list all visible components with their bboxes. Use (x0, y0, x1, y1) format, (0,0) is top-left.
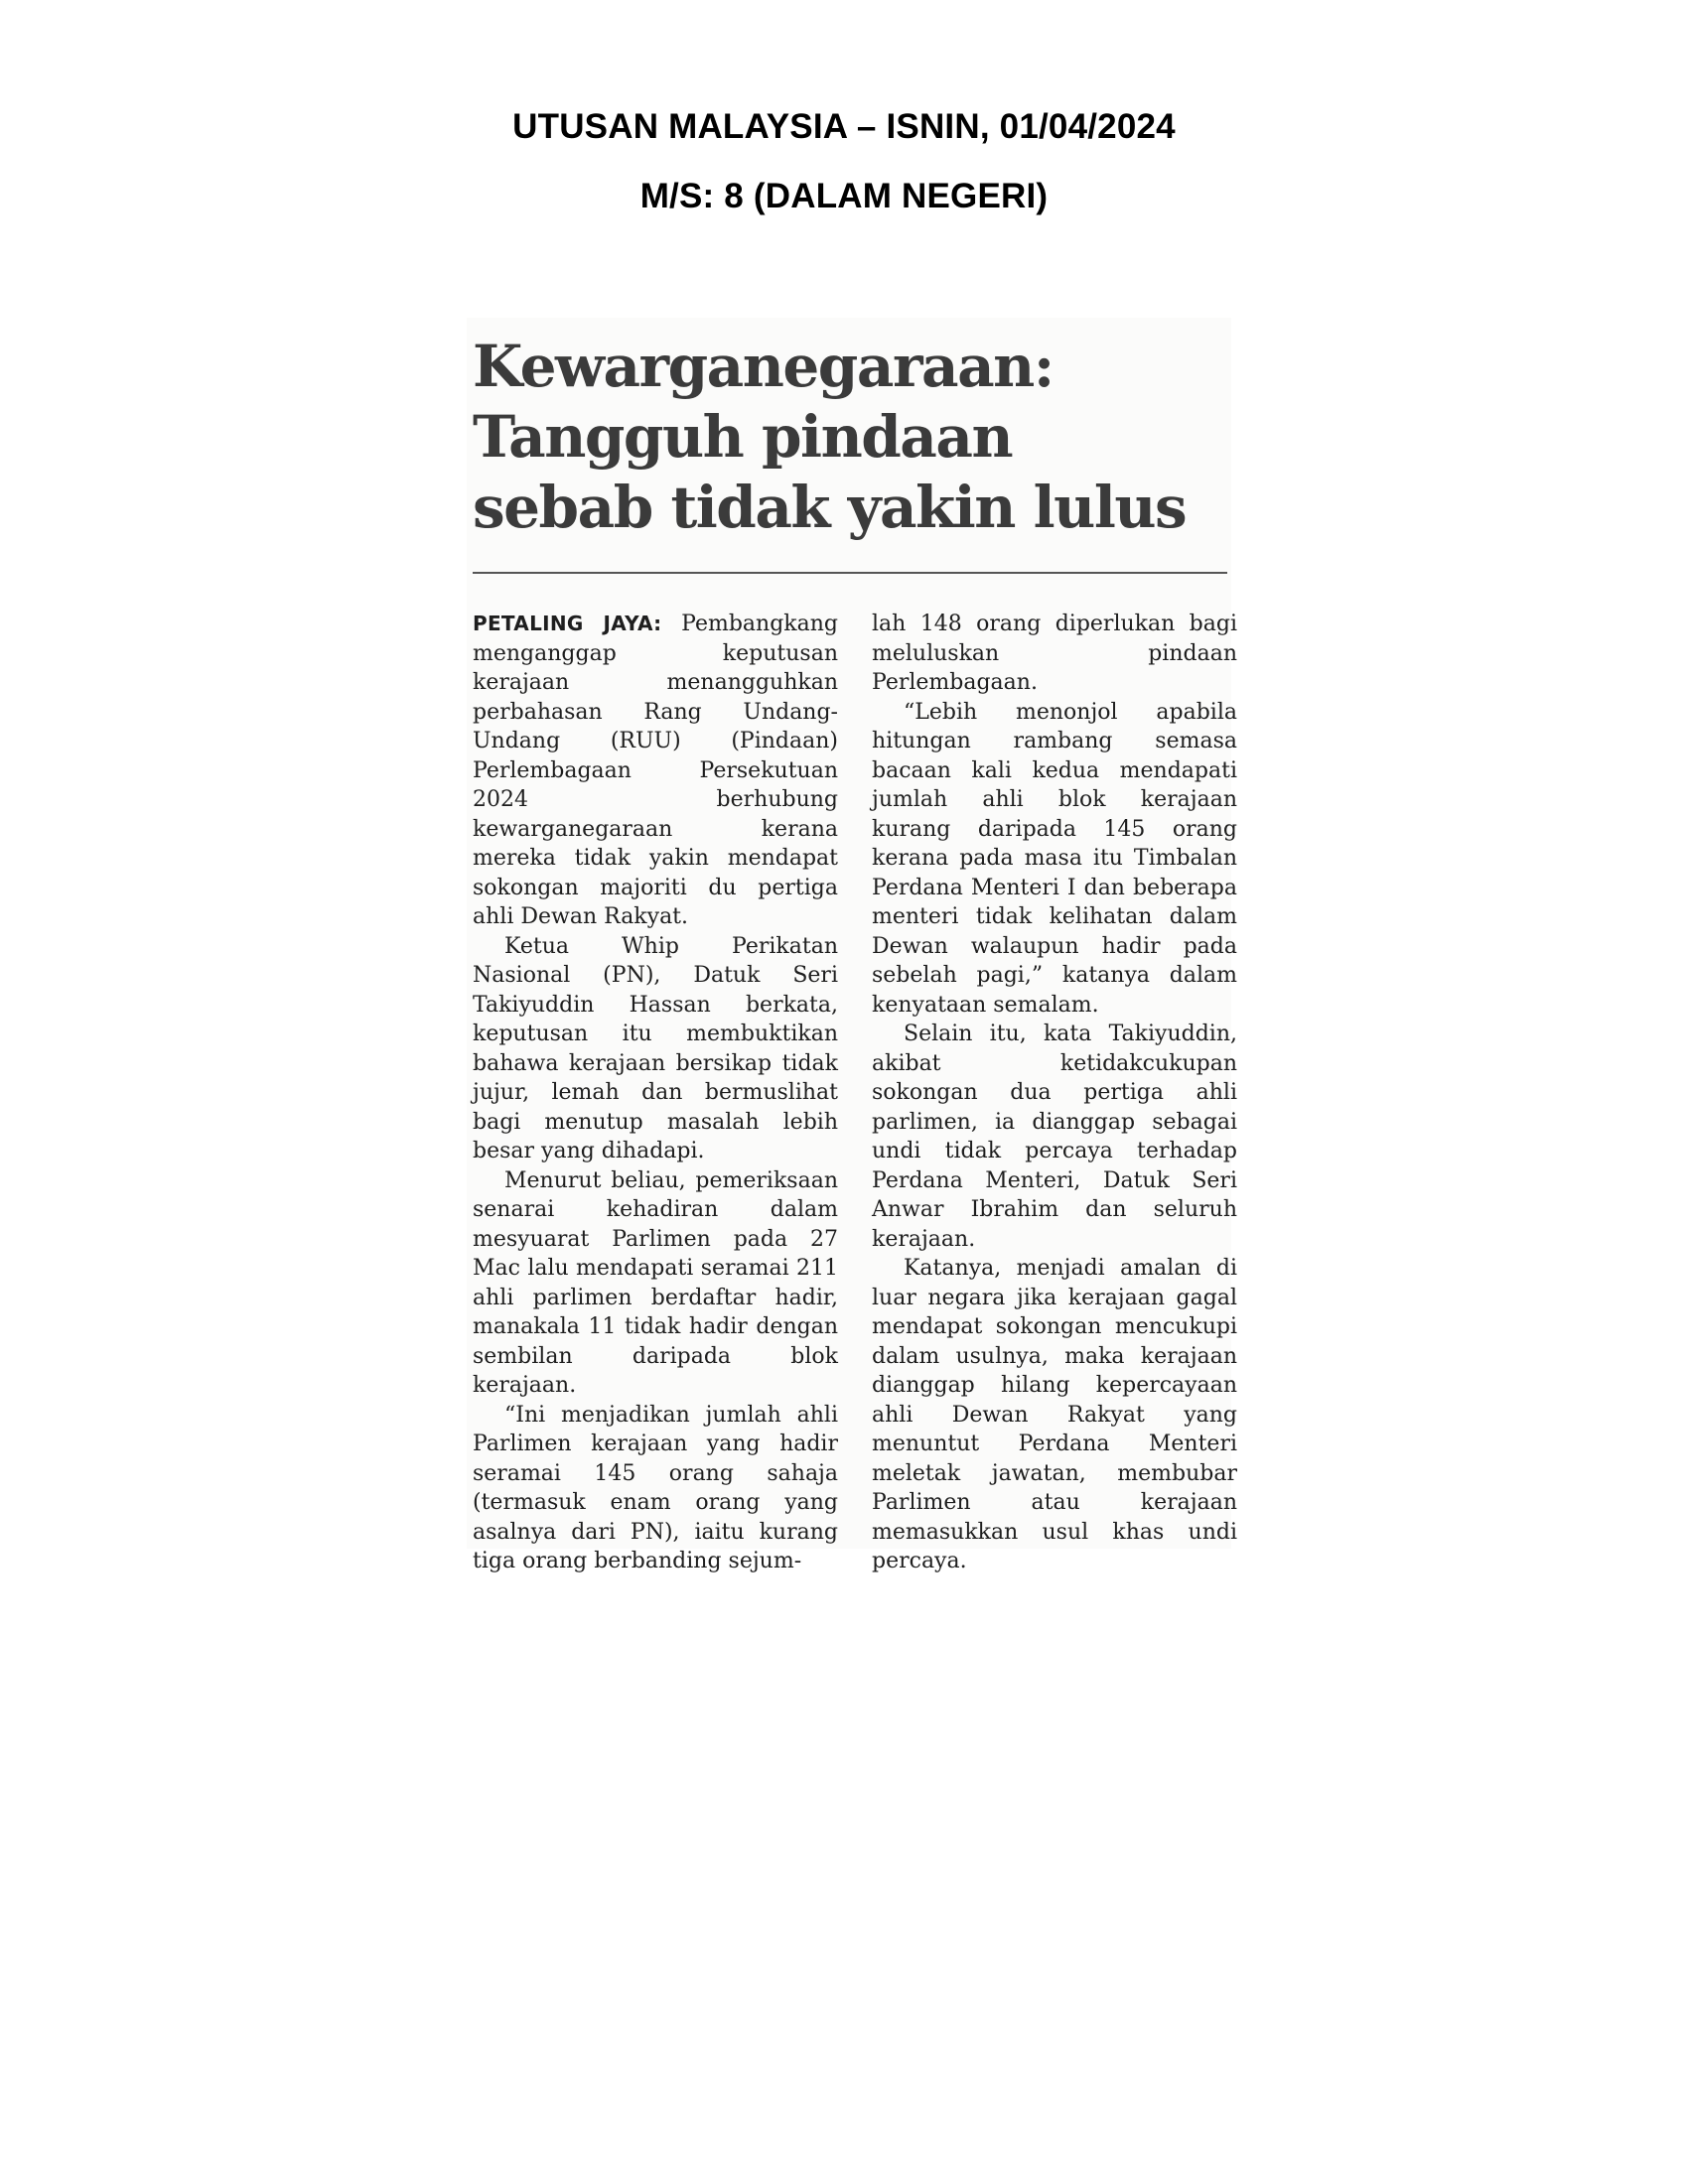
headline-line-2: Tangguh pindaan (473, 403, 1013, 471)
headline-divider (473, 572, 1227, 574)
article-paragraph: Selain itu, kata Takiyuddin, akibat ketidakcukupan sokongan dua pertiga ahli parlimen, ia dianggap sebagai undi tidak percaya terhadap Perdana Menteri, Datuk Seri Anwar Ibrahim dan seluruh kerajaan. (872, 1022, 1237, 1252)
article-column-right (872, 610, 1237, 1576)
article-dateline: PETALING JAYA: (473, 612, 662, 635)
article-paragraph: “Lebih menonjol apabila hitungan rambang semasa bacaan kali kedua mendapati jumlah ahli blok kerajaan kurang daripada 145 orang kerana pada masa itu Timbalan Perdana Menteri I dan beberapa menteri tidak kelihatan dalam Dewan walaupun hadir pada sebelah pagi,” katanya dalam kenyataan semalam. (872, 699, 1237, 1018)
paragraph-text: Pembangkang menganggap keputusan kerajaan menangguhkan perbahasan Rang Undang-Undang (RUU) (Pindaan) Perlembagaan Persekutuan 2024 berhubung kewarganegaraan kerana mereka tidak yakin mendapat sokongan majoriti du pertiga ahli Dewan Rakyat. (473, 612, 838, 929)
headline-line-1: Kewarganegaraan: (473, 333, 1054, 400)
article-column-left (473, 610, 838, 1576)
article-paragraph: lah 148 orang diperlukan bagi meluluskan pindaan Perlembagaan. (872, 612, 1237, 695)
headline-line-3: sebab tidak yakin lulus (473, 474, 1187, 541)
article-paragraph: Ketua Whip Perikatan Nasional (PN), Datuk Seri Takiyuddin Hassan berkata, keputusan itu membuktikan bahawa kerajaan bersikap tidak jujur, lemah dan bermuslihat bagi menutup masalah lebih besar yang dihadapi. (473, 933, 838, 1163)
article-paragraph: Katanya, menjadi amalan di luar negara jika kerajaan gagal mendapat sokongan mencukupi dalam usulnya, maka kerajaan dianggap hilang kepercayaan ahli Dewan Rakyat yang menuntut Perdana Menteri meletak jawatan, membubar Parlimen atau kerajaan memasukkan usul khas undi percaya. (872, 1256, 1237, 1573)
article-paragraph: Menurut beliau, pemeriksaan senarai kehadiran dalam mesyuarat Parlimen pada 27 Mac lalu mendapati seramai 211 ahli parlimen berdaftar hadir, manakala 11 tidak hadir dengan sembilan daripada blok kerajaan. (473, 1167, 838, 1398)
source-header-publication: UTUSAN MALAYSIA – ISNIN, 01/04/2024 (512, 107, 1176, 146)
source-header-page: M/S: 8 (DALAM NEGERI) (639, 177, 1049, 215)
article-paragraph: “Ini menjadikan jumlah ahli Parlimen kerajaan yang hadir seramai 145 orang sahaja (termasuk enam orang yang asalnya dari PN), iaitu kurang tiga orang berbanding sejum- (473, 1402, 838, 1573)
newspaper-clipping (467, 318, 1237, 1573)
article-headline (473, 332, 1227, 543)
article-paragraph (473, 610, 838, 932)
